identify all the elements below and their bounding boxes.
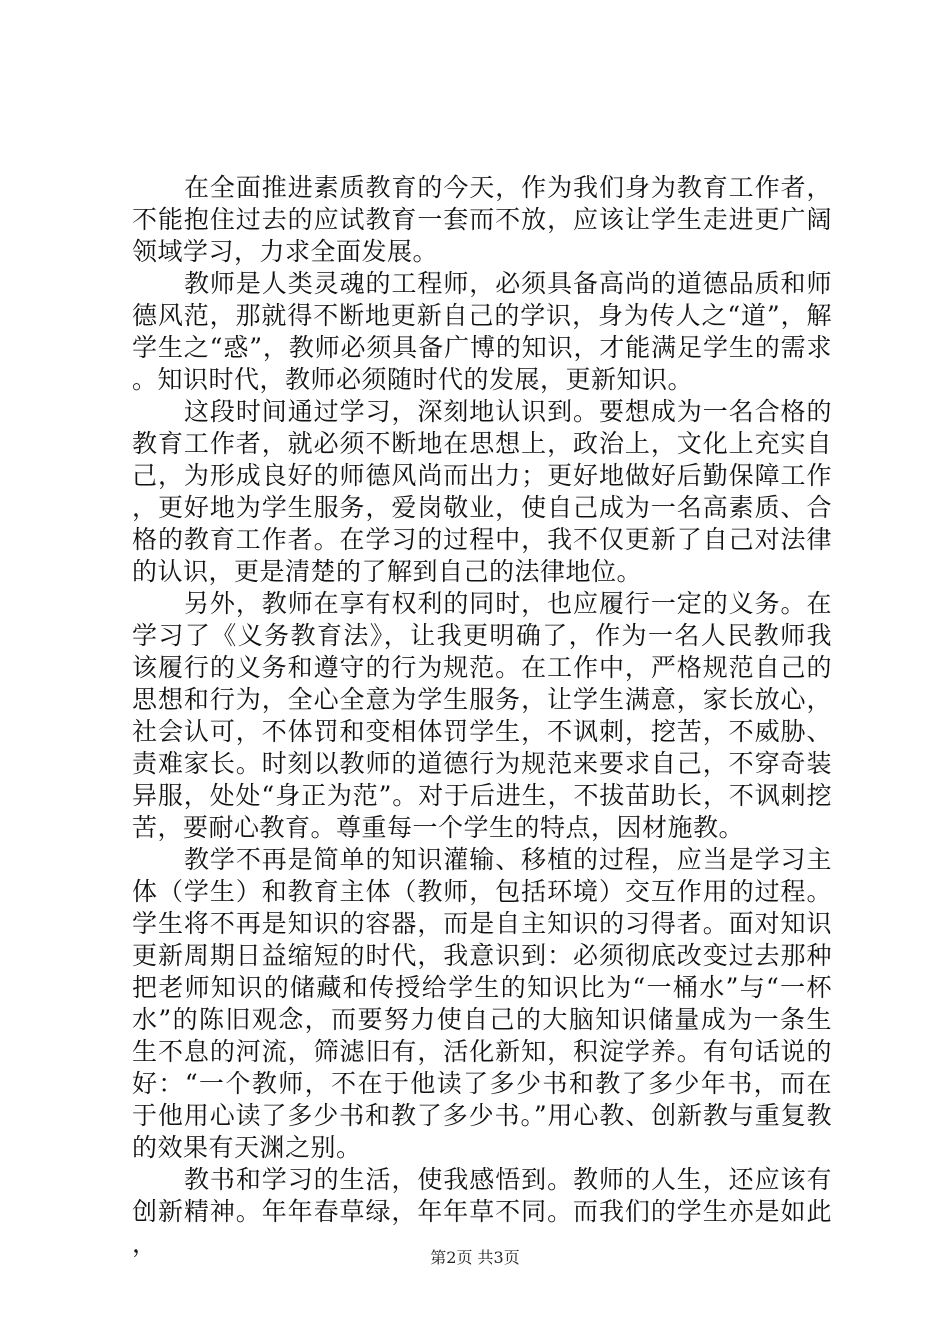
paragraph-5: 教学不再是简单的知识灌输、移植的过程，应当是学习主体（学生）和教育主体（教师，包括环境）交互作用的过程。学生将不再是知识的容器，而是自主知识的习得者。面对知识更新周期日益缩短的时代，我意识到：必须彻底改变过去那种把老师知识的储藏和传授给学生的知识比为“一桶水”与“一杯水”的陈旧观念，而要努力使自己的大脑知识储量成为一条生生不息的河流，筛滤旧有，活化新知，积淀学养。有句话说的好：“一个教师，不在于他读了多少书和教了多少年书，而在于他用心读了多少书和教了多少书。”用心教、创新教与重复教的效果有天渊之别。	[132, 845, 832, 1162]
paragraph-4: 另外，教师在享有权利的同时，也应履行一定的义务。在学习了《义务教育法》，让我更明确了，作为一名人民教师我该履行的义务和遵守的行为规范。在工作中，严格规范自己的思想和行为，全心全意为学生服务，让学生满意，家长放心，社会认可，不体罚和变相体罚学生，不讽刺，挖苦，不威胁、责难家长。时刻以教师的道德行为规范来要求自己，不穿奇装异服，处处“身正为范”。对于后进生，不拔苗助长，不讽刺挖苦，要耐心教育。尊重每一个学生的特点，因材施教。	[132, 589, 832, 842]
page-footer: 第2页 共3页	[430, 1248, 520, 1267]
paragraph-2: 教师是人类灵魂的工程师，必须具备高尚的道德品质和师德风范，那就得不断地更新自己的学识，身为传人之“道”，解学生之“惑”，教师必须具备广博的知识，才能满足学生的需求。知识时代，教师必须随时代的发展，更新知识。	[132, 269, 832, 394]
paragraph-3: 这段时间通过学习，深刻地认识到。要想成为一名合格的教育工作者，就必须不断地在思想上，政治上，文化上充实自己，为形成良好的师德风尚而出力；更好地做好后勤保障工作，更好地为学生服务，爱岗敬业，使自己成为一名高素质、合格的教育工作者。在学习的过程中，我不仅更新了自己对法律的认识，更是清楚的了解到自己的法律地位。	[132, 397, 832, 586]
document-body	[132, 172, 832, 1260]
paragraph-6: 教书和学习的生活，使我感悟到。教师的人生，还应该有创新精神。年年春草绿，年年草不同。而我们的学生亦是如此，	[132, 1165, 832, 1258]
paragraph-1: 在全面推进素质教育的今天，作为我们身为教育工作者，不能抱住过去的应试教育一套而不放，应该让学生走进更广阔领域学习，力求全面发展。	[132, 173, 832, 266]
